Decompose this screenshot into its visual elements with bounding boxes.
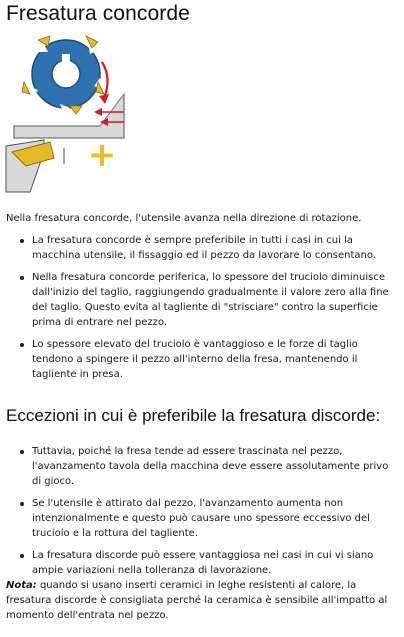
section-heading: Eccezioni in cui è preferibile la fresatura discorde: bbox=[6, 406, 381, 425]
note-text: quando si usano inserti ceramici in leghe resistenti al calore, la fresatura discorde è consigliata perché la ceramica è sensibile all'impatto al momento dell'entrata nel pezzo. bbox=[6, 580, 388, 621]
list-item-text: Se l'utensile è attirato dal pezzo, l'avanzamento aumenta non intenzionalmente e questo può causare uno spessore eccessivo del truciolo e la rottura del tagliente. bbox=[32, 498, 370, 539]
list-item bbox=[20, 337, 398, 382]
milling-cutter bbox=[28, 40, 102, 114]
list-item-text: Lo spessore elevato del truciolo è vantaggioso e le forze di taglio tendono a spingere il pezzo all'interno della fresa, mantenendo il tagliente in presa. bbox=[32, 339, 358, 380]
plus-symbol: + bbox=[87, 135, 117, 175]
bullet-icon bbox=[20, 276, 24, 280]
climb-milling-illustration bbox=[4, 34, 140, 194]
exceptions-list bbox=[20, 444, 398, 585]
note-paragraph bbox=[6, 578, 401, 623]
bullet-icon bbox=[20, 450, 24, 454]
note-label: Nota: bbox=[6, 580, 37, 591]
intro-paragraph: Nella fresatura concorde, l'utensile avanza nella direzione di rotazione. bbox=[6, 213, 362, 224]
list-item bbox=[20, 548, 398, 578]
climb-milling-advantages-list bbox=[20, 233, 398, 389]
list-item-text: Tuttavia, poiché la fresa tende ad essere trascinata nel pezzo, l'avanzamento tavola della macchina deve essere assolutamente privo di gioco. bbox=[32, 446, 389, 487]
bullet-icon bbox=[20, 502, 24, 506]
list-item bbox=[20, 496, 398, 541]
list-item-text: La fresatura discorde può essere vantaggiosa nei casi in cui vi siano ampie variazioni nella tolleranza di lavorazione. bbox=[32, 550, 374, 576]
bullet-icon bbox=[20, 239, 24, 243]
page-title: Fresatura concorde bbox=[6, 2, 190, 25]
list-item-text: Nella fresatura concorde periferica, lo spessore del truciolo diminuisce dall'inizio del taglio, raggiungendo gradualmente il valore zero alla fine del taglio. Questo evita al tagliente di "strisciare" contro la superficie prima di entrare nel pezzo. bbox=[32, 272, 389, 328]
list-item bbox=[20, 233, 398, 263]
rotation-arrowhead bbox=[99, 94, 109, 104]
list-item bbox=[20, 444, 398, 489]
list-item-text: La fresatura concorde è sempre preferibile in tutti i casi in cui la macchina utensile, il fissaggio ed il pezzo da lavorare lo consentano. bbox=[32, 235, 377, 261]
list-item bbox=[20, 270, 398, 330]
bullet-icon bbox=[20, 554, 24, 558]
insert-detail bbox=[6, 140, 64, 192]
bullet-icon bbox=[20, 343, 24, 347]
